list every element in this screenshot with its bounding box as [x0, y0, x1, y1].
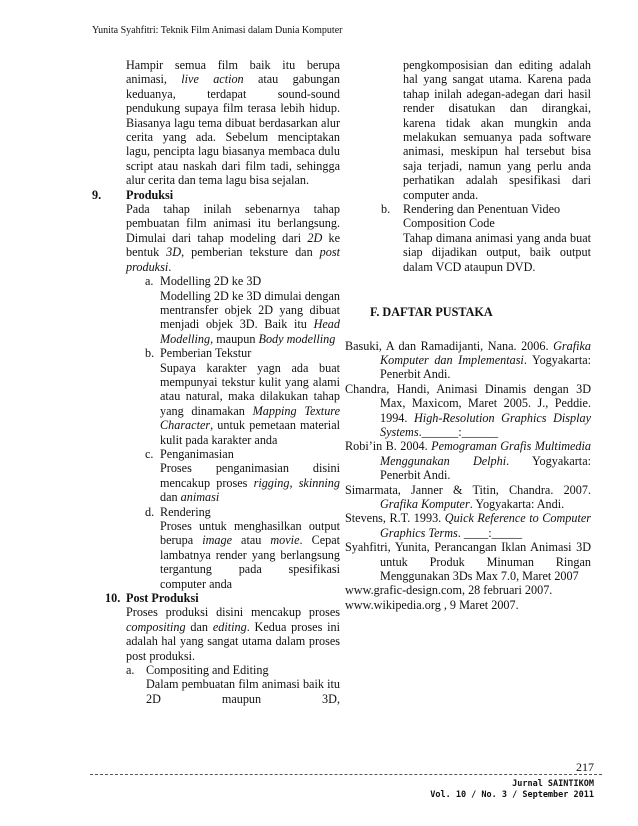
- reference-item: Basuki, A dan Ramadijanti, Nana. 2006. Grafika Komputer dan Implementasi. Yogyakarta: Penerbit Andi.: [345, 338, 591, 382]
- sub-text: Modelling 2D ke 3D dimulai dengan mentransfer objek 2D yang dibuat menjadi objek 3D. Baik itu Head Modelling, maupun Body modelling: [160, 288, 340, 346]
- sub-title: Modelling 2D ke 3D: [160, 274, 262, 289]
- item-text: Pada tahap inilah sebenarnya tahap pembuatan film animasi itu berlangsung. Dimulai dari tahap modeling dari 2D ke bentuk 3D, pemberian teksture dan post produksi.: [126, 202, 340, 274]
- right-column: [345, 58, 591, 612]
- sub-item-d: [126, 505, 340, 591]
- reference-item: Simarmata, Janner & Titin, Chandra. 2007. Grafika Komputer. Yogyakarta: Andi.: [345, 482, 591, 511]
- sub-letter: a.: [145, 274, 154, 289]
- sub-title: Pemberian Tekstur: [160, 346, 252, 361]
- section-heading: F. DAFTAR PUSTAKA: [370, 305, 493, 320]
- sub-letter: b.: [145, 346, 155, 361]
- sub-text: Proses penganimasian disini mencakup proses rigging, skinning dan animasi: [160, 461, 340, 505]
- list-item-10: [92, 591, 340, 706]
- sub-title: Rendering dan Penentuan Video Composition Code: [403, 202, 561, 231]
- reference-item: Robi’in B. 2004. Pemograman Grafis Multimedia Menggunakan Delphi. Yogyakarta: Penerbit Andi.: [345, 439, 591, 483]
- item-number: 10.: [105, 591, 121, 606]
- item-title: Produksi: [126, 187, 174, 202]
- sub-letter: c.: [145, 446, 154, 461]
- reference-item: www.wikipedia.org , 9 Maret 2007.: [345, 597, 519, 612]
- sub-letter: d.: [145, 504, 155, 519]
- reference-item: Syahfitri, Yunita, Perancangan Iklan Animasi 3D untuk Produk Minuman Ringan Menggunakan 3Ds Max 7.0, Maret 2007: [345, 540, 591, 583]
- sub-item-b: [126, 346, 340, 447]
- item-text: Proses produksi disini mencakup proses compositing dan editing. Kedua proses ini adalah hal yang sangat utama dalam proses post produksi.: [126, 605, 340, 663]
- page-number: 217: [576, 760, 594, 774]
- journal-footer: [334, 779, 594, 801]
- running-header: Yunita Syahfitri: Teknik Film Animasi dalam Dunia Komputer: [92, 25, 343, 36]
- sub-text: Dalam pembuatan film animasi baik itu 2D maupun 3D,: [146, 677, 340, 706]
- sub-item-c: [126, 447, 340, 505]
- intro-paragraph: Hampir semua film baik itu berupa animasi, live action atau gabungan keduanya, terdapat sound-sound pendukung supaya film terasa lebih hidup. Biasanya lagu tema dibuat berdasarkan alur cerita yang ada. Sebelum menciptakan lagu, pencipta lagu biasanya membaca dulu script atau naskah dari film tadi, sehingga alur cerita dan tema lagu bisa sejalan.: [126, 58, 340, 188]
- sub-letter: a.: [126, 663, 135, 678]
- item-number: 9.: [92, 187, 102, 202]
- reference-item: Chandra, Handi, Animasi Dinamis dengan 3D Max, Maxicom, Maret 2005. J., Peddie. 1994. High-Resolution Graphics Display Systems.______:______: [345, 381, 591, 439]
- left-column: [92, 58, 340, 706]
- sub-text: Tahap dimana animasi yang anda buat siap dijadikan output, baik output dalam VCD ataupun DVD.: [403, 230, 591, 274]
- sub-text: Supaya karakter yagn ada buat mempunyai tekstur kulit yang alami atau natural, maka dilakukan tahap yang dinamakan Mapping Texture Character, untuk pemetaan material kulit pada karakter anda: [160, 360, 340, 447]
- continued-paragraph: pengkomposisian dan editing adalah hal yang sangat utama. Karena pada tahap inilah adegan-adegan dari hasil render disatukan dan dirangkai, karena tidak akan mungkin anda melakukan semuanya pada software animasi, meskipun hal tersebut bisa saja terjadi, namun yang perlu anda perhatikan adalah spesifikasi dari computer anda.: [403, 58, 591, 202]
- sub-letter: b.: [381, 202, 391, 217]
- journal-name: Jurnal SAINTIKOM: [512, 779, 594, 789]
- reference-item: www.grafic-design.com, 28 februari 2007.: [345, 583, 553, 598]
- footer-divider: [90, 774, 602, 775]
- list-item-9: [92, 188, 340, 591]
- sub-text: Proses untuk menghasilkan output berupa image atau movie. Cepat lambatnya render yang berlangsung tergantung pada spesifikasi computer anda: [160, 519, 340, 591]
- reference-item: Stevens, R.T. 1993. Quick Reference to Computer Graphics Terms. ____:_____: [345, 511, 591, 540]
- item-title: Post Produksi: [126, 591, 199, 606]
- sub-item-a: [126, 274, 340, 346]
- sub-title: Penganimasian: [160, 446, 234, 461]
- sub-title: Rendering: [160, 504, 211, 519]
- journal-volume: Vol. 10 / No. 3 / September 2011: [430, 790, 594, 800]
- sub-item-b: [381, 202, 591, 274]
- reference-list: [345, 339, 591, 613]
- sub-item-a: [126, 663, 340, 706]
- sub-title: Compositing and Editing: [146, 663, 269, 678]
